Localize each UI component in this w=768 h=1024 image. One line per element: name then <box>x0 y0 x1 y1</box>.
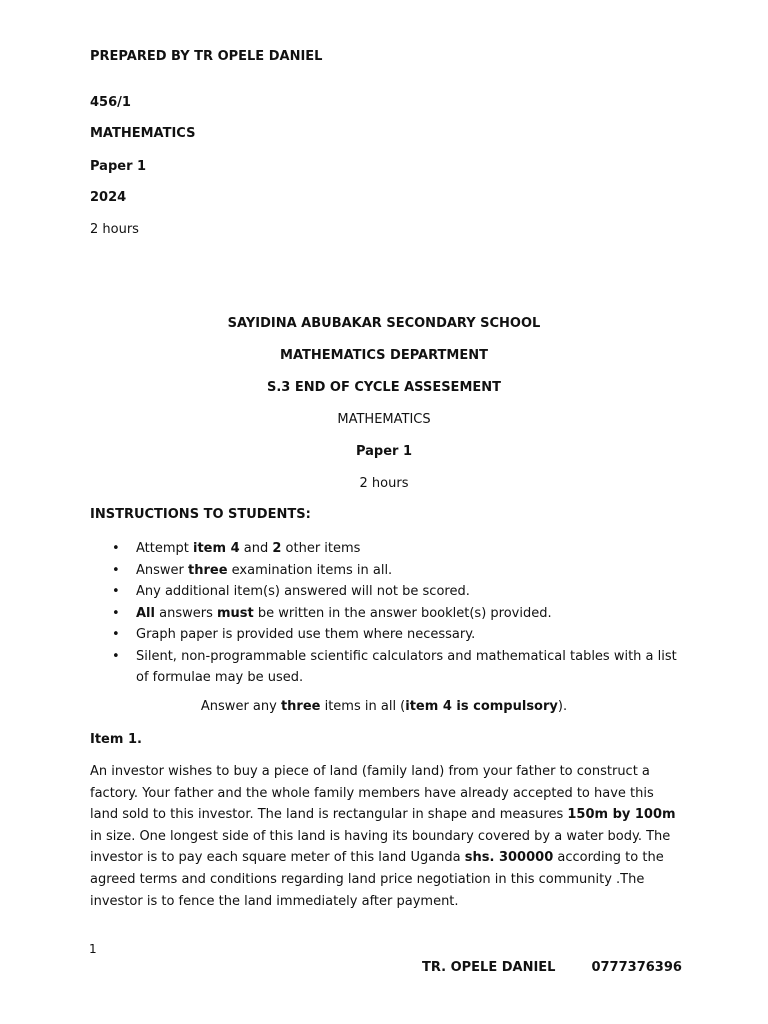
bullet-icon: • <box>112 627 120 642</box>
answer-instruction: Answer any three items in all (item 4 is compulsory). <box>200 699 568 714</box>
bullet-icon: • <box>112 541 120 556</box>
subject-title: MATHEMATICS <box>90 126 196 141</box>
instructions-heading: INSTRUCTIONS TO STUDENTS: <box>90 507 311 522</box>
school-duration: 2 hours <box>359 476 409 491</box>
footer-author <box>422 960 682 975</box>
bullet-icon: • <box>112 584 120 599</box>
bullet-icon: • <box>112 562 120 578</box>
exam-duration: 2 hours <box>90 222 139 237</box>
paper-number: Paper 1 <box>90 159 147 174</box>
page-number: 1 <box>89 942 97 956</box>
instructions-list <box>112 538 682 689</box>
school-paper: Paper 1 <box>355 444 413 459</box>
exam-year: 2024 <box>90 190 127 205</box>
list-item: • All answers must be written in the answer booklet(s) provided. <box>112 603 682 625</box>
school-subject: MATHEMATICS <box>337 412 431 427</box>
paper-code: 456/1 <box>90 95 131 110</box>
list-item: • Any additional item(s) answered will not be scored. <box>112 581 682 603</box>
department-name: MATHEMATICS DEPARTMENT <box>280 348 488 363</box>
item-1-text: An investor wishes to buy a piece of land (family land) from your father to construct a factory. Your father and the whole family members have already accepted to have this land sold to this investor. The land is rectangular in shape and measures 150m by 100m in size. One longest side of this land is having its boundary covered by a water body. The investor is to pay each square meter of this land Uganda shs. 300000 according to the agreed terms and conditions regarding land price negotiation in this community .The investor is to fence the land immediately after payment. <box>90 764 676 909</box>
footer-phone: 0777376396 <box>591 960 682 975</box>
bullet-icon: • <box>112 648 120 664</box>
list-item: • Graph paper is provided use them where necessary. <box>112 624 682 646</box>
school-name: SAYIDINA ABUBAKAR SECONDARY SCHOOL <box>227 316 541 331</box>
bullet-icon: • <box>112 605 120 621</box>
exam-name: S.3 END OF CYCLE ASSESEMENT <box>266 380 502 395</box>
list-item: • Attempt item 4 and 2 other items <box>112 538 682 560</box>
prepared-by: PREPARED BY TR OPELE DANIEL <box>90 49 323 64</box>
item-1-heading: Item 1. <box>90 732 142 747</box>
footer-name: TR. OPELE DANIEL <box>422 960 556 975</box>
list-item: • Answer three examination items in all. <box>112 560 682 582</box>
list-item: • Silent, non-programmable scientific calculators and mathematical tables with a list of formulae may be used. <box>112 646 682 689</box>
